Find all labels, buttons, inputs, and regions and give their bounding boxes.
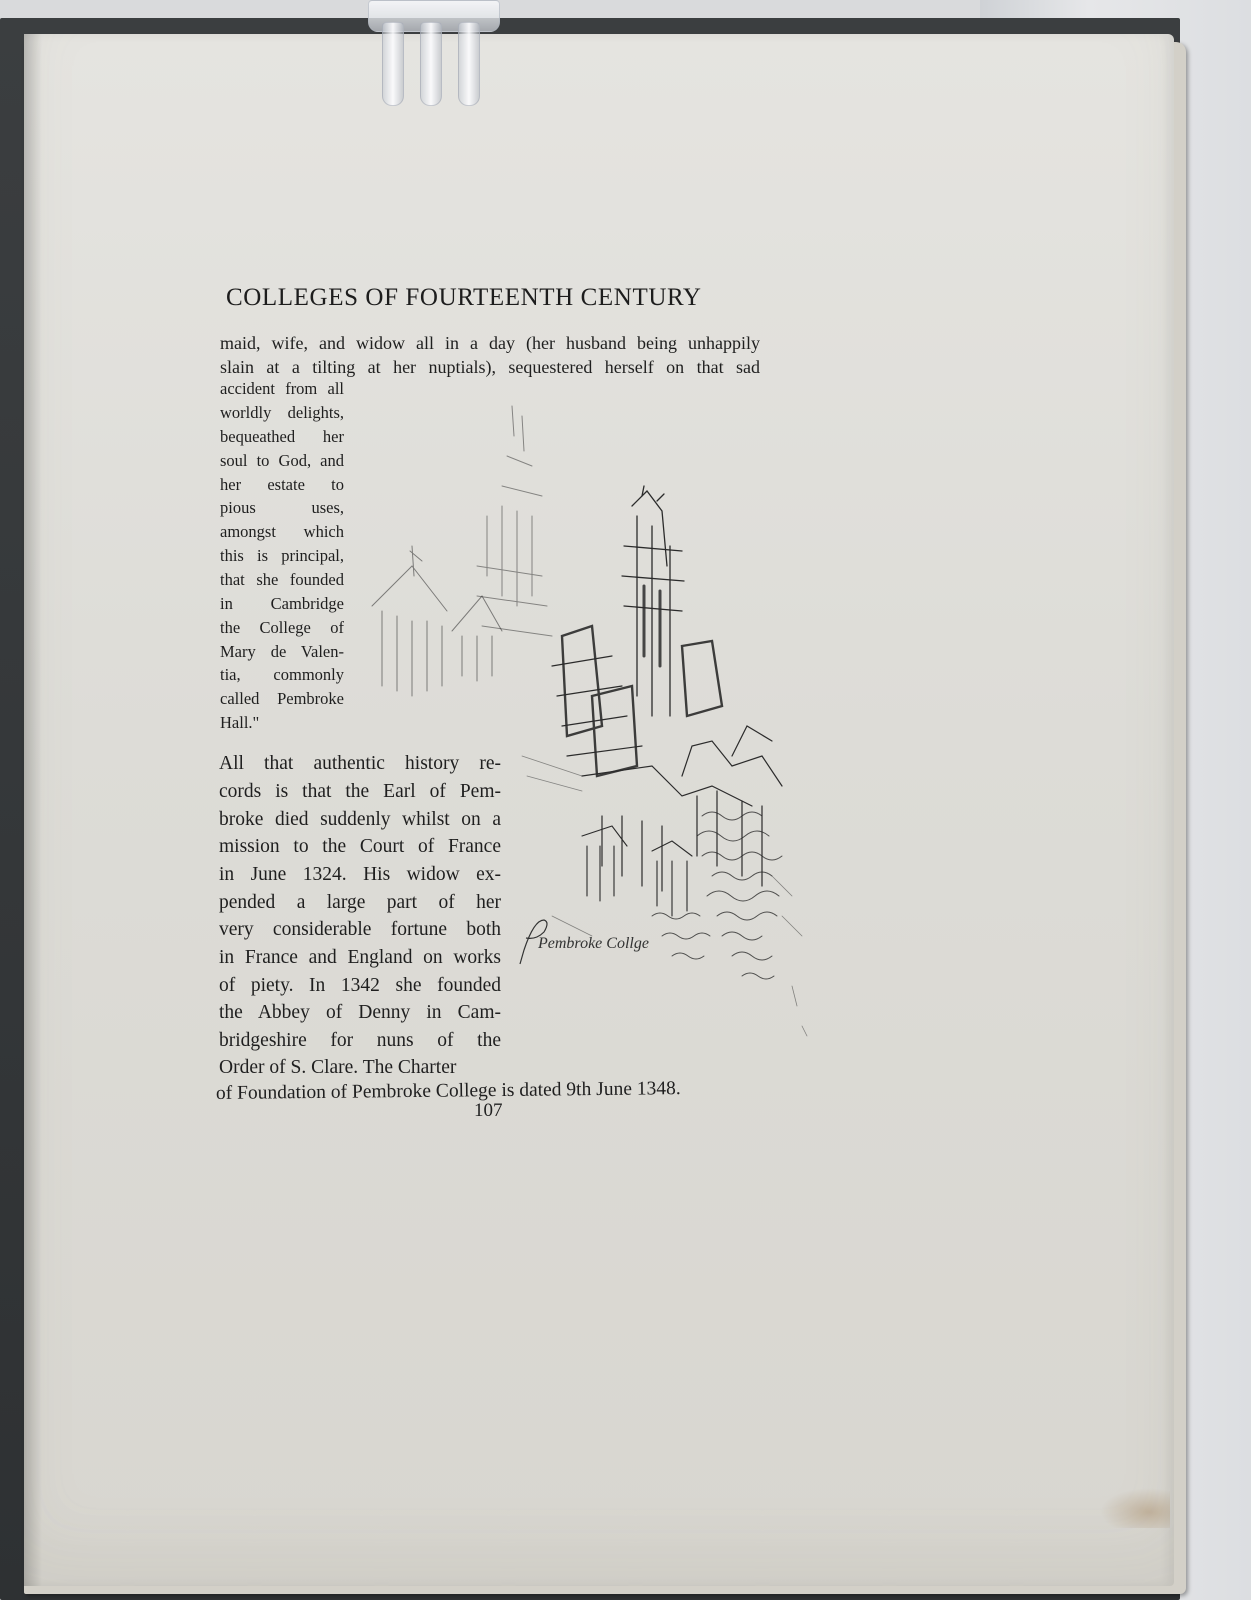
page-edge-stain: [1100, 1488, 1170, 1528]
text-line: very considerable fortune both: [219, 919, 501, 940]
text-line: maid, wife, and widow all in a day (her husband being unhappily: [220, 333, 760, 353]
text-line: bridgeshire for nuns of the: [219, 1030, 501, 1051]
text-line: in Cambridge: [220, 594, 344, 613]
text-line: All that authentic history re-: [219, 753, 501, 774]
text-line: of Foundation of Pembroke College is dated 9th June 1348.: [215, 1078, 681, 1104]
text-line: worldly delights,: [220, 403, 344, 422]
text-line: Hall.": [220, 713, 260, 732]
running-header: COLLEGES OF FOURTEENTH CENTURY: [226, 284, 702, 311]
text-line: mission to the Court of France: [219, 836, 501, 857]
text-line: tia, commonly: [220, 665, 344, 684]
text-line: in France and England on works: [219, 947, 501, 968]
sketch-drawing: [352, 396, 832, 1046]
page-number: 107: [474, 1100, 503, 1121]
text-line: in June 1324. His widow ex-: [219, 864, 501, 885]
text-line: soul to God, and: [220, 451, 344, 470]
text-line: pious uses,: [220, 498, 344, 517]
text-line: her estate to: [220, 475, 344, 494]
text-line: called Pembroke: [220, 689, 344, 708]
text-line: amongst which: [220, 522, 344, 541]
spine-shadow: [24, 34, 42, 1586]
text-line: cords is that the Earl of Pem-: [219, 781, 501, 802]
page-holder-clip: [368, 0, 498, 108]
pembroke-college-sketch: [352, 396, 832, 1046]
text-line: Mary de Valen-: [220, 642, 344, 661]
text-line: slain at a tilting at her nuptials), sequestered herself on that sad: [220, 357, 760, 377]
text-line: pended a large part of her: [219, 892, 501, 913]
text-line: bequeathed her: [220, 427, 344, 446]
text-line: this is principal,: [220, 546, 344, 565]
text-line: of piety. In 1342 she founded: [219, 975, 501, 996]
text-line: the College of: [220, 618, 344, 637]
sketch-caption: Pembroke Collge: [538, 935, 649, 952]
text-line: that she founded: [220, 570, 344, 589]
text-line: accident from all: [220, 379, 344, 398]
text-line: the Abbey of Denny in Cam-: [219, 1002, 501, 1023]
text-line: Order of S. Clare. The Charter: [219, 1057, 457, 1078]
text-line: broke died suddenly whilst on a: [219, 809, 501, 830]
